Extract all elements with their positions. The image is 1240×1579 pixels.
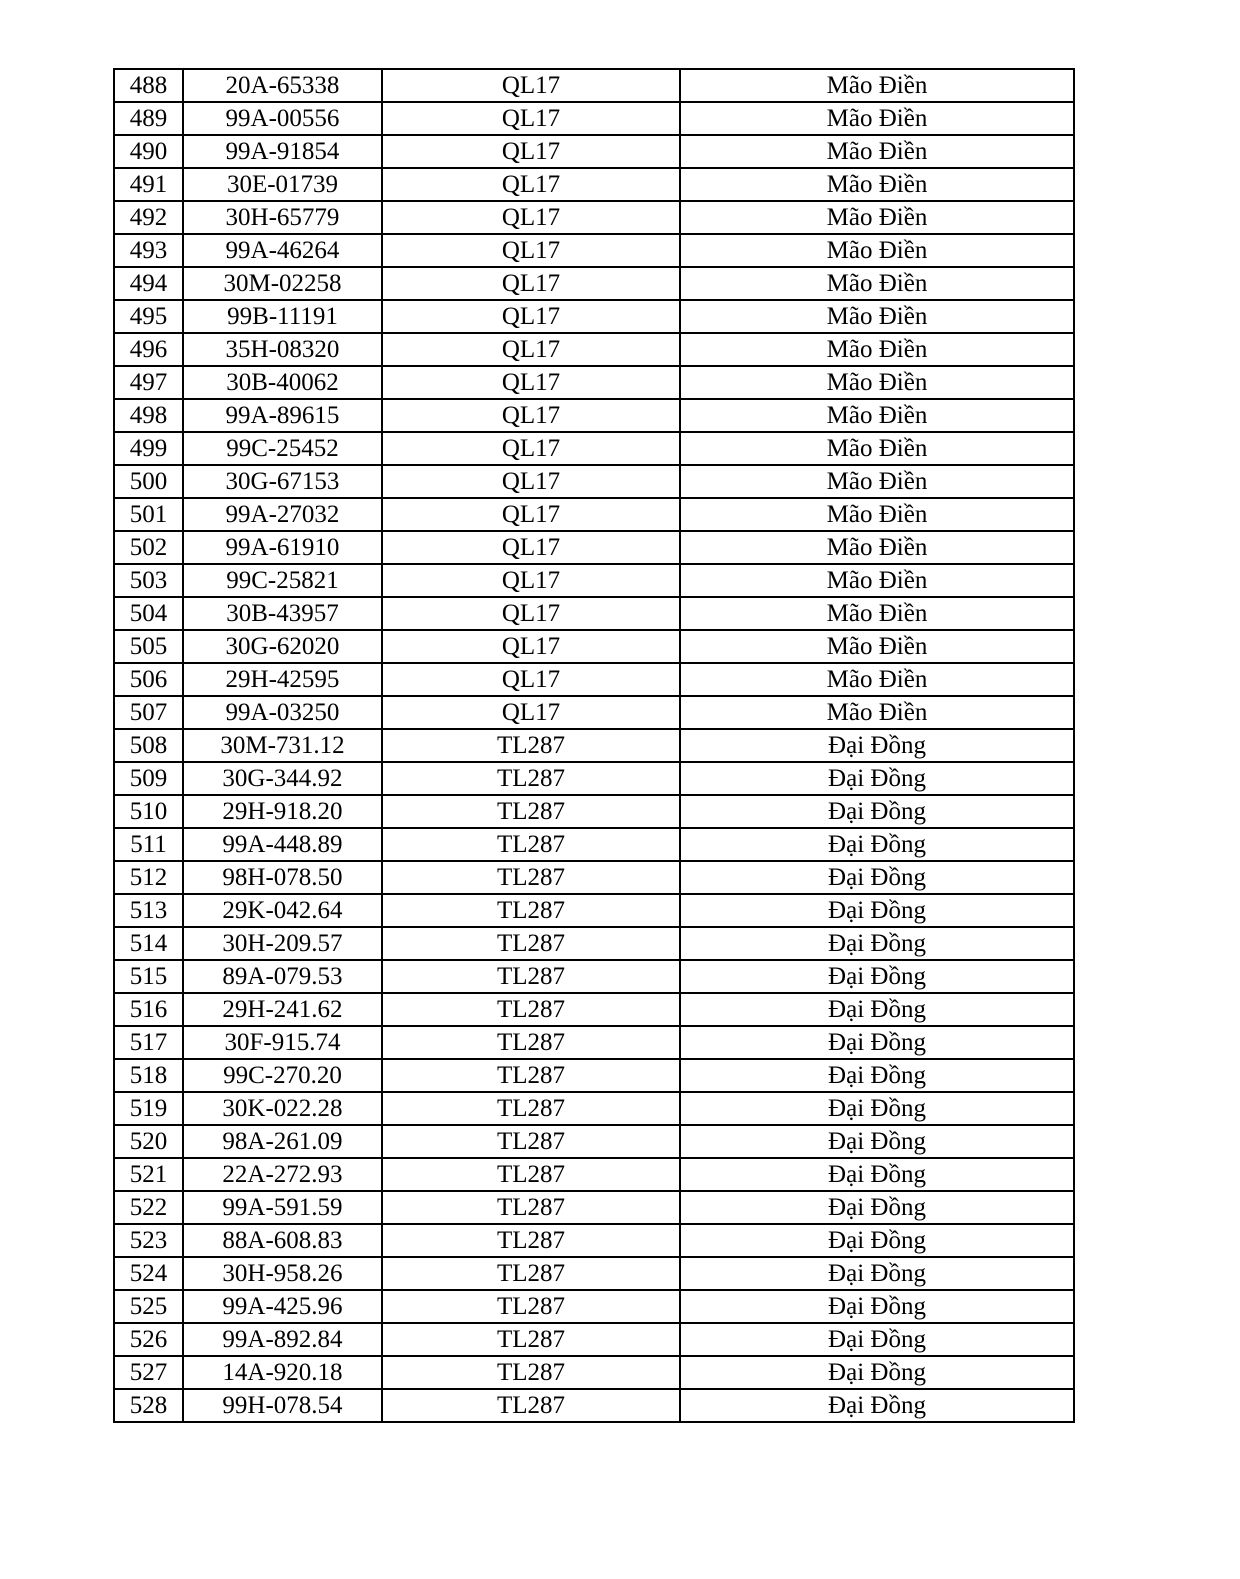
table-row (114, 498, 1074, 531)
table-row (114, 597, 1074, 630)
table-row (114, 861, 1074, 894)
row-number-cell: 489 (114, 102, 183, 135)
table-row (114, 663, 1074, 696)
table-row (114, 135, 1074, 168)
license-plate-cell: 30K-022.28 (183, 1092, 382, 1125)
row-number-cell: 527 (114, 1356, 183, 1389)
table-row (114, 432, 1074, 465)
location-cell: Mão Điền (680, 696, 1074, 729)
table-row (114, 960, 1074, 993)
road-cell: QL17 (382, 564, 680, 597)
table-row (114, 201, 1074, 234)
road-cell: QL17 (382, 267, 680, 300)
table-row (114, 1092, 1074, 1125)
location-cell: Mão Điền (680, 300, 1074, 333)
license-plate-cell: 20A-65338 (183, 69, 382, 102)
license-plate-cell: 30H-209.57 (183, 927, 382, 960)
row-number-cell: 513 (114, 894, 183, 927)
row-number-cell: 507 (114, 696, 183, 729)
row-number-cell: 525 (114, 1290, 183, 1323)
road-cell: TL287 (382, 1158, 680, 1191)
row-number-cell: 528 (114, 1389, 183, 1422)
row-number-cell: 506 (114, 663, 183, 696)
vehicle-table (113, 68, 1075, 1423)
road-cell: TL287 (382, 1125, 680, 1158)
row-number-cell: 522 (114, 1191, 183, 1224)
road-cell: TL287 (382, 993, 680, 1026)
location-cell: Đại Đồng (680, 1092, 1074, 1125)
license-plate-cell: 99A-591.59 (183, 1191, 382, 1224)
location-cell: Mão Điền (680, 498, 1074, 531)
license-plate-cell: 29K-042.64 (183, 894, 382, 927)
row-number-cell: 508 (114, 729, 183, 762)
license-plate-cell: 99A-46264 (183, 234, 382, 267)
table-row (114, 531, 1074, 564)
road-cell: TL287 (382, 1323, 680, 1356)
license-plate-cell: 99A-03250 (183, 696, 382, 729)
row-number-cell: 501 (114, 498, 183, 531)
license-plate-cell: 98H-078.50 (183, 861, 382, 894)
table-row (114, 234, 1074, 267)
license-plate-cell: 30H-65779 (183, 201, 382, 234)
road-cell: QL17 (382, 498, 680, 531)
license-plate-cell: 30B-43957 (183, 597, 382, 630)
row-number-cell: 518 (114, 1059, 183, 1092)
location-cell: Đại Đồng (680, 1290, 1074, 1323)
location-cell: Đại Đồng (680, 1059, 1074, 1092)
license-plate-cell: 88A-608.83 (183, 1224, 382, 1257)
license-plate-cell: 30G-62020 (183, 630, 382, 663)
license-plate-cell: 22A-272.93 (183, 1158, 382, 1191)
license-plate-cell: 99C-25452 (183, 432, 382, 465)
table-row (114, 1257, 1074, 1290)
table-row (114, 333, 1074, 366)
license-plate-cell: 14A-920.18 (183, 1356, 382, 1389)
road-cell: QL17 (382, 630, 680, 663)
license-plate-cell: 30M-731.12 (183, 729, 382, 762)
location-cell: Đại Đồng (680, 1356, 1074, 1389)
road-cell: QL17 (382, 201, 680, 234)
table-row (114, 729, 1074, 762)
license-plate-cell: 99A-448.89 (183, 828, 382, 861)
road-cell: TL287 (382, 927, 680, 960)
row-number-cell: 494 (114, 267, 183, 300)
license-plate-cell: 30G-344.92 (183, 762, 382, 795)
location-cell: Mão Điền (680, 399, 1074, 432)
road-cell: TL287 (382, 1026, 680, 1059)
row-number-cell: 524 (114, 1257, 183, 1290)
license-plate-cell: 99A-91854 (183, 135, 382, 168)
table-row (114, 69, 1074, 102)
location-cell: Đại Đồng (680, 993, 1074, 1026)
license-plate-cell: 89A-079.53 (183, 960, 382, 993)
license-plate-cell: 30B-40062 (183, 366, 382, 399)
license-plate-cell: 99A-61910 (183, 531, 382, 564)
row-number-cell: 517 (114, 1026, 183, 1059)
road-cell: TL287 (382, 861, 680, 894)
road-cell: QL17 (382, 663, 680, 696)
road-cell: QL17 (382, 234, 680, 267)
table-row (114, 795, 1074, 828)
road-cell: TL287 (382, 1224, 680, 1257)
table-row (114, 564, 1074, 597)
table-row (114, 696, 1074, 729)
location-cell: Mão Điền (680, 102, 1074, 135)
table-row (114, 1290, 1074, 1323)
table-row (114, 1356, 1074, 1389)
row-number-cell: 491 (114, 168, 183, 201)
location-cell: Đại Đồng (680, 1257, 1074, 1290)
location-cell: Đại Đồng (680, 795, 1074, 828)
road-cell: TL287 (382, 1059, 680, 1092)
row-number-cell: 492 (114, 201, 183, 234)
location-cell: Mão Điền (680, 630, 1074, 663)
road-cell: TL287 (382, 729, 680, 762)
location-cell: Đại Đồng (680, 762, 1074, 795)
location-cell: Mão Điền (680, 267, 1074, 300)
location-cell: Mão Điền (680, 168, 1074, 201)
location-cell: Đại Đồng (680, 861, 1074, 894)
road-cell: TL287 (382, 1191, 680, 1224)
table-row (114, 1026, 1074, 1059)
location-cell: Mão Điền (680, 432, 1074, 465)
license-plate-cell: 30H-958.26 (183, 1257, 382, 1290)
table-row (114, 1125, 1074, 1158)
location-cell: Mão Điền (680, 333, 1074, 366)
row-number-cell: 512 (114, 861, 183, 894)
road-cell: QL17 (382, 531, 680, 564)
location-cell: Đại Đồng (680, 1389, 1074, 1422)
row-number-cell: 496 (114, 333, 183, 366)
table-row (114, 1389, 1074, 1422)
license-plate-cell: 99A-89615 (183, 399, 382, 432)
row-number-cell: 497 (114, 366, 183, 399)
location-cell: Mão Điền (680, 135, 1074, 168)
road-cell: QL17 (382, 135, 680, 168)
table-row (114, 1224, 1074, 1257)
row-number-cell: 514 (114, 927, 183, 960)
location-cell: Mão Điền (680, 564, 1074, 597)
license-plate-cell: 30E-01739 (183, 168, 382, 201)
road-cell: TL287 (382, 1389, 680, 1422)
table-body (114, 69, 1074, 1422)
row-number-cell: 490 (114, 135, 183, 168)
location-cell: Đại Đồng (680, 1323, 1074, 1356)
license-plate-cell: 35H-08320 (183, 333, 382, 366)
road-cell: QL17 (382, 168, 680, 201)
row-number-cell: 503 (114, 564, 183, 597)
location-cell: Đại Đồng (680, 1224, 1074, 1257)
row-number-cell: 488 (114, 69, 183, 102)
table-row (114, 1059, 1074, 1092)
location-cell: Đại Đồng (680, 1158, 1074, 1191)
row-number-cell: 499 (114, 432, 183, 465)
license-plate-cell: 99A-425.96 (183, 1290, 382, 1323)
location-cell: Mão Điền (680, 69, 1074, 102)
row-number-cell: 509 (114, 762, 183, 795)
road-cell: QL17 (382, 366, 680, 399)
road-cell: QL17 (382, 300, 680, 333)
location-cell: Đại Đồng (680, 729, 1074, 762)
location-cell: Mão Điền (680, 531, 1074, 564)
location-cell: Mão Điền (680, 465, 1074, 498)
location-cell: Mão Điền (680, 597, 1074, 630)
road-cell: QL17 (382, 597, 680, 630)
road-cell: QL17 (382, 696, 680, 729)
road-cell: TL287 (382, 894, 680, 927)
road-cell: TL287 (382, 960, 680, 993)
table-row (114, 168, 1074, 201)
road-cell: TL287 (382, 1092, 680, 1125)
license-plate-cell: 30M-02258 (183, 267, 382, 300)
table-row (114, 465, 1074, 498)
row-number-cell: 526 (114, 1323, 183, 1356)
license-plate-cell: 99A-27032 (183, 498, 382, 531)
table-row (114, 762, 1074, 795)
table-row (114, 1158, 1074, 1191)
row-number-cell: 511 (114, 828, 183, 861)
location-cell: Mão Điền (680, 366, 1074, 399)
row-number-cell: 521 (114, 1158, 183, 1191)
row-number-cell: 515 (114, 960, 183, 993)
road-cell: TL287 (382, 828, 680, 861)
license-plate-cell: 30F-915.74 (183, 1026, 382, 1059)
road-cell: QL17 (382, 69, 680, 102)
location-cell: Đại Đồng (680, 927, 1074, 960)
location-cell: Mão Điền (680, 234, 1074, 267)
license-plate-cell: 29H-918.20 (183, 795, 382, 828)
table-row (114, 1191, 1074, 1224)
table-row (114, 993, 1074, 1026)
road-cell: QL17 (382, 102, 680, 135)
license-plate-cell: 99H-078.54 (183, 1389, 382, 1422)
road-cell: TL287 (382, 1290, 680, 1323)
row-number-cell: 498 (114, 399, 183, 432)
road-cell: QL17 (382, 465, 680, 498)
road-cell: TL287 (382, 1257, 680, 1290)
table-row (114, 1323, 1074, 1356)
road-cell: QL17 (382, 333, 680, 366)
table-row (114, 300, 1074, 333)
location-cell: Mão Điền (680, 663, 1074, 696)
road-cell: TL287 (382, 1356, 680, 1389)
row-number-cell: 500 (114, 465, 183, 498)
table-row (114, 399, 1074, 432)
location-cell: Đại Đồng (680, 828, 1074, 861)
table-row (114, 894, 1074, 927)
row-number-cell: 510 (114, 795, 183, 828)
road-cell: TL287 (382, 762, 680, 795)
row-number-cell: 502 (114, 531, 183, 564)
location-cell: Đại Đồng (680, 1026, 1074, 1059)
table-row (114, 828, 1074, 861)
row-number-cell: 523 (114, 1224, 183, 1257)
table-row (114, 102, 1074, 135)
table-row (114, 927, 1074, 960)
location-cell: Đại Đồng (680, 960, 1074, 993)
road-cell: QL17 (382, 432, 680, 465)
license-plate-cell: 29H-241.62 (183, 993, 382, 1026)
road-cell: TL287 (382, 795, 680, 828)
location-cell: Đại Đồng (680, 1125, 1074, 1158)
license-plate-cell: 98A-261.09 (183, 1125, 382, 1158)
row-number-cell: 516 (114, 993, 183, 1026)
location-cell: Mão Điền (680, 201, 1074, 234)
road-cell: QL17 (382, 399, 680, 432)
table-row (114, 366, 1074, 399)
row-number-cell: 520 (114, 1125, 183, 1158)
row-number-cell: 493 (114, 234, 183, 267)
license-plate-cell: 99C-270.20 (183, 1059, 382, 1092)
table-row (114, 267, 1074, 300)
license-plate-cell: 99A-00556 (183, 102, 382, 135)
license-plate-cell: 99B-11191 (183, 300, 382, 333)
table-row (114, 630, 1074, 663)
row-number-cell: 504 (114, 597, 183, 630)
location-cell: Đại Đồng (680, 1191, 1074, 1224)
license-plate-cell: 30G-67153 (183, 465, 382, 498)
location-cell: Đại Đồng (680, 894, 1074, 927)
row-number-cell: 519 (114, 1092, 183, 1125)
license-plate-cell: 99C-25821 (183, 564, 382, 597)
license-plate-cell: 99A-892.84 (183, 1323, 382, 1356)
row-number-cell: 495 (114, 300, 183, 333)
row-number-cell: 505 (114, 630, 183, 663)
license-plate-cell: 29H-42595 (183, 663, 382, 696)
